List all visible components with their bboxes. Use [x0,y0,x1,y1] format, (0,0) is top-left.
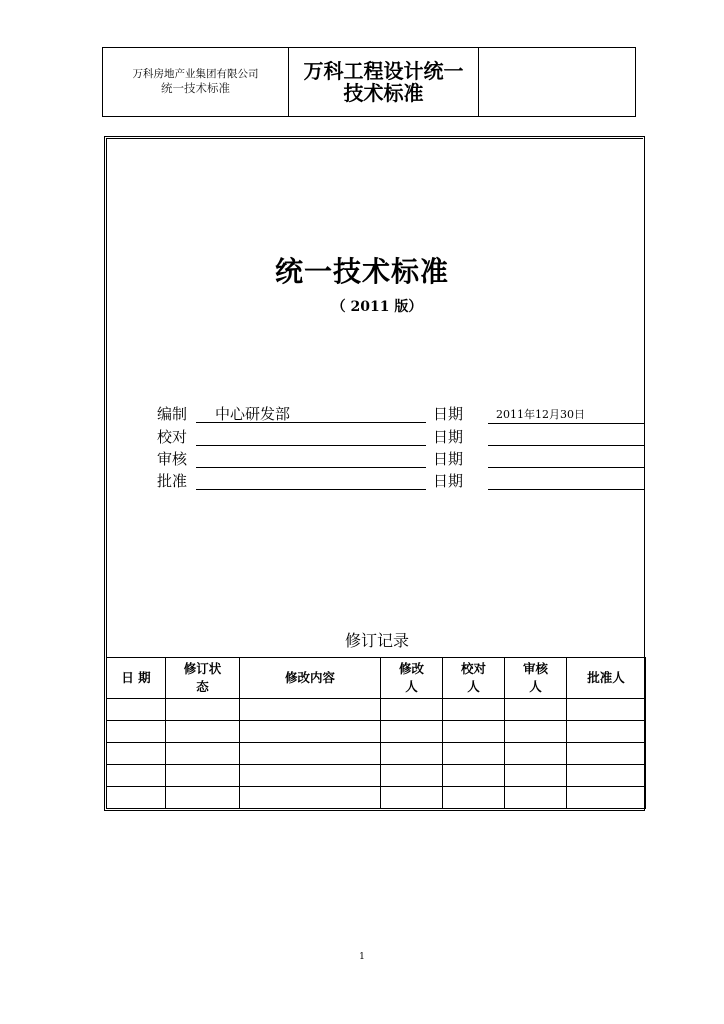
signoff-line-compile [196,422,426,423]
col-header-reviewer: 审核人 [505,658,567,699]
cover-title: 统一技术标准 [274,255,449,288]
table-row [107,721,646,743]
table-cell [240,699,381,721]
header-title-line1: 万科工程设计统一 [303,59,464,83]
cover-edition: （ 2011 版） [331,299,423,315]
table-cell [381,743,443,765]
table-cell [240,787,381,809]
revision-table [106,657,646,809]
signoff-line-approve [196,489,426,490]
table-cell [505,721,567,743]
table-cell [240,743,381,765]
table-cell [381,765,443,787]
signoff-date-label-review: 日期 [433,450,464,468]
page-number: 1 [359,952,365,962]
table-cell [567,765,646,787]
col-header-date: 日 期 [107,658,166,699]
table-cell [381,787,443,809]
table-row [107,765,646,787]
signoff-date-line-compile [488,423,644,424]
table-cell [443,721,505,743]
table-cell [443,743,505,765]
signoff-date-label-proofread: 日期 [433,428,464,446]
revision-body [107,699,646,809]
signoff-date-line-review [488,467,644,468]
table-cell [567,787,646,809]
revision-header-row [107,658,646,699]
col-header-proofreader: 校对人 [443,658,505,699]
table-cell [567,721,646,743]
table-cell [166,787,240,809]
table-cell [166,699,240,721]
header-subtitle: 统一技术标准 [161,81,230,95]
col-header-content: 修改内容 [240,658,381,699]
table-row [107,787,646,809]
table-cell [443,765,505,787]
table-row [107,699,646,721]
signoff-label-proofread: 校对 [157,428,188,446]
header-empty-cell [479,48,635,116]
header-title-line2: 技术标准 [343,81,424,105]
signoff-line-proofread [196,445,426,446]
header-company-cell [103,48,289,116]
signoff-value-compile: 中心研发部 [215,405,291,423]
signoff-label-review: 审核 [157,450,188,468]
table-cell [443,699,505,721]
table-cell [567,699,646,721]
table-cell [107,743,166,765]
table-cell [107,765,166,787]
table-cell [107,699,166,721]
table-cell [166,721,240,743]
table-cell [505,787,567,809]
table-cell [567,743,646,765]
table-cell [505,699,567,721]
company-name: 万科房地产业集团有限公司 [132,68,259,80]
header-title-cell [289,48,479,116]
signoff-line-review [196,467,426,468]
table-row [107,743,646,765]
col-header-modifier: 修改人 [381,658,443,699]
signoff-date-line-proofread [488,445,644,446]
document-header [102,47,636,117]
signoff-date-value-compile: 2011年12月30日 [496,408,585,421]
table-cell [166,743,240,765]
signoff-label-compile: 编制 [157,405,188,423]
table-cell [443,787,505,809]
table-cell [166,765,240,787]
table-cell [505,765,567,787]
revision-title: 修订记录 [344,631,409,650]
table-cell [107,787,166,809]
table-cell [240,765,381,787]
table-cell [381,699,443,721]
table-cell [107,721,166,743]
signoff-label-approve: 批准 [157,472,188,490]
col-header-approver: 批准人 [567,658,646,699]
table-cell [381,721,443,743]
table-cell [505,743,567,765]
signoff-date-label-compile: 日期 [433,405,464,423]
signoff-date-label-approve: 日期 [433,472,464,490]
table-cell [240,721,381,743]
col-header-status: 修订状态 [166,658,240,699]
signoff-date-line-approve [488,489,644,490]
